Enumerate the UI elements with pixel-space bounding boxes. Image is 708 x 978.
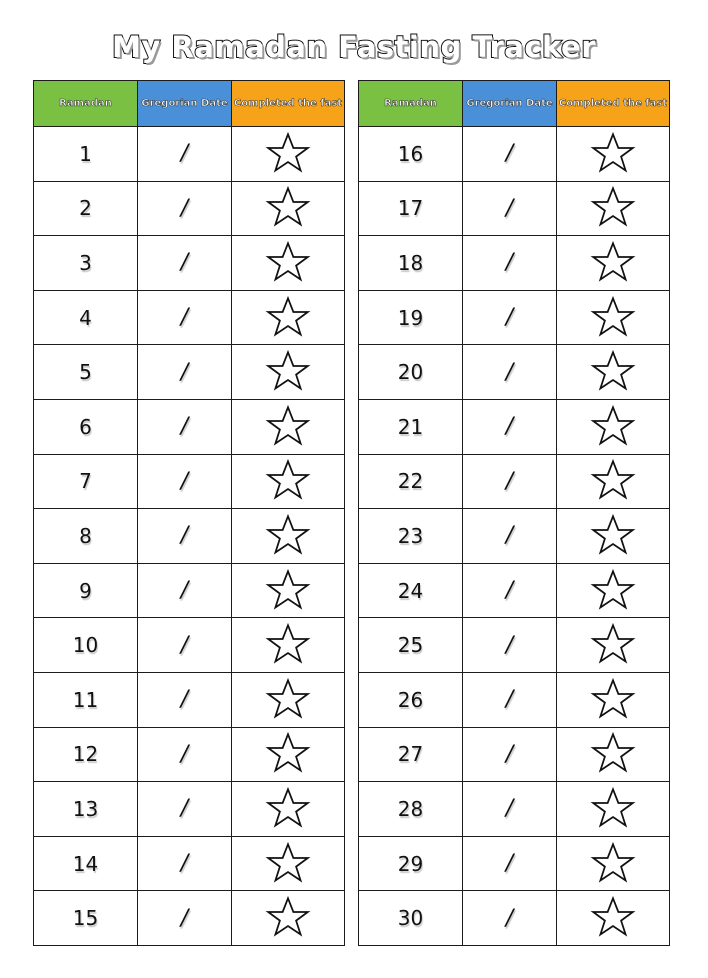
ramadan-day-cell xyxy=(34,836,138,891)
date-separator: / xyxy=(505,468,514,494)
completed-fast-cell[interactable] xyxy=(557,782,670,837)
completed-fast-cell[interactable] xyxy=(232,236,345,291)
ramadan-day-number: 12 xyxy=(72,742,99,767)
gregorian-date-cell[interactable] xyxy=(463,454,557,509)
gregorian-date-cell[interactable] xyxy=(138,563,232,618)
ramadan-day-cell xyxy=(34,891,138,946)
ramadan-day-cell xyxy=(34,727,138,782)
star-outline-icon[interactable] xyxy=(590,405,636,449)
table-row xyxy=(34,891,345,946)
gregorian-date-cell[interactable] xyxy=(138,454,232,509)
completed-fast-cell[interactable] xyxy=(232,836,345,891)
ramadan-day-cell xyxy=(359,127,463,182)
gregorian-date-cell[interactable] xyxy=(463,181,557,236)
star-outline-icon[interactable] xyxy=(590,459,636,503)
ramadan-day-cell xyxy=(359,891,463,946)
star-outline-icon[interactable] xyxy=(590,732,636,776)
gregorian-date-cell[interactable] xyxy=(463,399,557,454)
star-outline-icon[interactable] xyxy=(265,459,311,503)
completed-fast-cell[interactable] xyxy=(557,509,670,564)
ramadan-day-number: 25 xyxy=(397,633,424,658)
ramadan-day-cell xyxy=(359,345,463,400)
ramadan-day-number: 28 xyxy=(397,796,424,821)
ramadan-day-number: 11 xyxy=(72,687,99,712)
star-outline-icon[interactable] xyxy=(265,514,311,558)
ramadan-day-cell xyxy=(34,127,138,182)
tracker-table-left xyxy=(33,80,345,946)
gregorian-date-cell[interactable] xyxy=(138,399,232,454)
date-separator: / xyxy=(505,851,514,877)
completed-fast-cell[interactable] xyxy=(557,891,670,946)
completed-fast-cell[interactable] xyxy=(232,509,345,564)
table-header-row xyxy=(359,81,670,127)
completed-fast-cell[interactable] xyxy=(557,181,670,236)
star-outline-icon[interactable] xyxy=(590,514,636,558)
table-header-row xyxy=(34,81,345,127)
star-outline-icon[interactable] xyxy=(590,132,636,176)
table-row xyxy=(359,345,670,400)
completed-fast-cell[interactable] xyxy=(232,891,345,946)
ramadan-day-cell xyxy=(34,782,138,837)
ramadan-day-cell xyxy=(34,454,138,509)
star-outline-icon[interactable] xyxy=(265,842,311,886)
star-outline-icon[interactable] xyxy=(590,186,636,230)
ramadan-day-cell xyxy=(34,509,138,564)
gregorian-date-cell[interactable] xyxy=(138,672,232,727)
page-title: My Ramadan Fasting Tracker xyxy=(112,30,596,64)
date-separator: / xyxy=(180,414,189,440)
completed-fast-cell[interactable] xyxy=(557,618,670,673)
star-outline-icon[interactable] xyxy=(590,350,636,394)
ramadan-day-number: 1 xyxy=(79,141,92,166)
ramadan-day-number: 24 xyxy=(397,578,424,603)
table-body xyxy=(359,127,670,946)
completed-fast-cell[interactable] xyxy=(232,563,345,618)
date-separator: / xyxy=(505,796,514,822)
gregorian-date-cell[interactable] xyxy=(138,509,232,564)
table-row xyxy=(359,782,670,837)
completed-fast-cell[interactable] xyxy=(232,290,345,345)
ramadan-day-number: 17 xyxy=(397,196,424,221)
star-outline-icon[interactable] xyxy=(590,241,636,285)
table-row xyxy=(359,290,670,345)
completed-fast-column-header: Completed the fast xyxy=(557,81,670,127)
ramadan-day-number: 29 xyxy=(397,851,424,876)
table-row xyxy=(34,727,345,782)
table-row xyxy=(34,672,345,727)
ramadan-column-header: Ramadan xyxy=(359,81,463,127)
gregorian-date-cell[interactable] xyxy=(138,836,232,891)
completed-fast-cell[interactable] xyxy=(557,563,670,618)
ramadan-day-number: 8 xyxy=(79,523,92,548)
completed-fast-cell[interactable] xyxy=(557,727,670,782)
gregorian-date-column-header: Gregorian Date xyxy=(138,81,232,127)
completed-fast-cell[interactable] xyxy=(232,345,345,400)
table-row xyxy=(359,672,670,727)
date-separator: / xyxy=(180,632,189,658)
gregorian-date-cell[interactable] xyxy=(138,181,232,236)
ramadan-day-number: 7 xyxy=(79,469,92,494)
ramadan-day-cell xyxy=(359,618,463,673)
completed-fast-cell[interactable] xyxy=(232,727,345,782)
date-separator: / xyxy=(505,250,514,276)
table-row xyxy=(359,454,670,509)
date-separator: / xyxy=(505,523,514,549)
ramadan-day-number: 19 xyxy=(397,305,424,330)
date-separator: / xyxy=(180,851,189,877)
date-separator: / xyxy=(180,578,189,604)
star-outline-icon[interactable] xyxy=(265,732,311,776)
date-separator: / xyxy=(505,578,514,604)
table-row xyxy=(34,127,345,182)
gregorian-date-cell[interactable] xyxy=(463,236,557,291)
ramadan-day-number: 3 xyxy=(79,250,92,275)
ramadan-day-cell xyxy=(359,399,463,454)
date-separator: / xyxy=(180,905,189,931)
date-separator: / xyxy=(180,250,189,276)
table-row xyxy=(359,727,670,782)
table-row xyxy=(359,127,670,182)
ramadan-day-cell xyxy=(359,454,463,509)
date-separator: / xyxy=(180,305,189,331)
gregorian-date-column-header: Gregorian Date xyxy=(463,81,557,127)
star-outline-icon[interactable] xyxy=(265,350,311,394)
completed-fast-cell[interactable] xyxy=(232,782,345,837)
ramadan-day-cell xyxy=(34,236,138,291)
gregorian-date-cell[interactable] xyxy=(138,618,232,673)
completed-fast-cell[interactable] xyxy=(557,672,670,727)
table-row xyxy=(34,782,345,837)
ramadan-column-header: Ramadan xyxy=(34,81,138,127)
date-separator: / xyxy=(505,741,514,767)
date-separator: / xyxy=(180,796,189,822)
ramadan-day-number: 5 xyxy=(79,360,92,385)
star-outline-icon[interactable] xyxy=(265,241,311,285)
completed-fast-cell[interactable] xyxy=(557,290,670,345)
star-outline-icon[interactable] xyxy=(265,132,311,176)
date-separator: / xyxy=(505,141,514,167)
star-outline-icon[interactable] xyxy=(265,186,311,230)
date-separator: / xyxy=(505,195,514,221)
ramadan-day-cell xyxy=(34,399,138,454)
date-separator: / xyxy=(180,141,189,167)
table-row xyxy=(359,509,670,564)
table-row xyxy=(359,181,670,236)
gregorian-date-cell[interactable] xyxy=(463,127,557,182)
table-row xyxy=(34,618,345,673)
date-separator: / xyxy=(180,195,189,221)
date-separator: / xyxy=(505,632,514,658)
star-outline-icon[interactable] xyxy=(590,787,636,831)
gregorian-date-cell[interactable] xyxy=(138,127,232,182)
ramadan-day-cell xyxy=(359,290,463,345)
ramadan-day-cell xyxy=(34,563,138,618)
star-outline-icon[interactable] xyxy=(590,569,636,613)
gregorian-date-cell[interactable] xyxy=(138,891,232,946)
ramadan-day-number: 26 xyxy=(397,687,424,712)
date-separator: / xyxy=(505,305,514,331)
date-separator: / xyxy=(505,414,514,440)
table-row xyxy=(359,563,670,618)
ramadan-day-number: 16 xyxy=(397,141,424,166)
table-row xyxy=(34,345,345,400)
star-outline-icon[interactable] xyxy=(590,623,636,667)
gregorian-date-cell[interactable] xyxy=(463,836,557,891)
table-row xyxy=(34,836,345,891)
table-row xyxy=(359,618,670,673)
ramadan-day-cell xyxy=(359,672,463,727)
completed-fast-cell[interactable] xyxy=(232,618,345,673)
ramadan-day-cell xyxy=(34,345,138,400)
ramadan-day-number: 15 xyxy=(72,906,99,931)
table-row xyxy=(34,509,345,564)
star-outline-icon[interactable] xyxy=(590,678,636,722)
ramadan-day-cell xyxy=(34,618,138,673)
ramadan-day-cell xyxy=(359,181,463,236)
ramadan-day-cell xyxy=(359,236,463,291)
ramadan-day-number: 22 xyxy=(397,469,424,494)
ramadan-day-number: 23 xyxy=(397,523,424,548)
ramadan-day-number: 27 xyxy=(397,742,424,767)
completed-fast-cell[interactable] xyxy=(557,836,670,891)
completed-fast-cell[interactable] xyxy=(232,672,345,727)
ramadan-day-cell xyxy=(359,782,463,837)
star-outline-icon[interactable] xyxy=(265,896,311,940)
completed-fast-cell[interactable] xyxy=(232,127,345,182)
gregorian-date-cell[interactable] xyxy=(463,563,557,618)
ramadan-day-cell xyxy=(34,290,138,345)
gregorian-date-cell[interactable] xyxy=(463,345,557,400)
table-row xyxy=(359,399,670,454)
completed-fast-cell[interactable] xyxy=(232,454,345,509)
gregorian-date-cell[interactable] xyxy=(463,727,557,782)
ramadan-day-number: 13 xyxy=(72,796,99,821)
date-separator: / xyxy=(180,523,189,549)
gregorian-date-cell[interactable] xyxy=(138,727,232,782)
date-separator: / xyxy=(180,359,189,385)
gregorian-date-cell[interactable] xyxy=(463,891,557,946)
date-separator: / xyxy=(180,468,189,494)
completed-fast-column-header: Completed the fast xyxy=(232,81,345,127)
ramadan-day-number: 6 xyxy=(79,414,92,439)
star-outline-icon[interactable] xyxy=(590,296,636,340)
date-separator: / xyxy=(505,359,514,385)
ramadan-day-cell xyxy=(359,836,463,891)
ramadan-day-number: 18 xyxy=(397,250,424,275)
ramadan-day-number: 4 xyxy=(79,305,92,330)
table-row xyxy=(359,891,670,946)
ramadan-day-cell xyxy=(359,563,463,618)
completed-fast-cell[interactable] xyxy=(232,181,345,236)
ramadan-day-number: 21 xyxy=(397,414,424,439)
ramadan-day-number: 30 xyxy=(397,906,424,931)
date-separator: / xyxy=(180,741,189,767)
table-row xyxy=(359,836,670,891)
star-outline-icon[interactable] xyxy=(590,896,636,940)
ramadan-day-cell xyxy=(34,181,138,236)
ramadan-day-number: 10 xyxy=(72,633,99,658)
table-row xyxy=(34,290,345,345)
ramadan-day-cell xyxy=(359,509,463,564)
completed-fast-cell[interactable] xyxy=(557,236,670,291)
star-outline-icon[interactable] xyxy=(265,623,311,667)
gregorian-date-cell[interactable] xyxy=(138,236,232,291)
ramadan-day-number: 14 xyxy=(72,851,99,876)
table-row xyxy=(34,563,345,618)
ramadan-day-number: 20 xyxy=(397,360,424,385)
table-row xyxy=(34,454,345,509)
table-row xyxy=(34,236,345,291)
completed-fast-cell[interactable] xyxy=(557,127,670,182)
date-separator: / xyxy=(505,687,514,713)
gregorian-date-cell[interactable] xyxy=(138,782,232,837)
star-outline-icon[interactable] xyxy=(590,842,636,886)
completed-fast-cell[interactable] xyxy=(232,399,345,454)
ramadan-day-cell xyxy=(359,727,463,782)
ramadan-day-number: 9 xyxy=(79,578,92,603)
date-separator: / xyxy=(505,905,514,931)
star-outline-icon[interactable] xyxy=(265,296,311,340)
star-outline-icon[interactable] xyxy=(265,787,311,831)
gregorian-date-cell[interactable] xyxy=(463,672,557,727)
star-outline-icon[interactable] xyxy=(265,569,311,613)
gregorian-date-cell[interactable] xyxy=(463,618,557,673)
gregorian-date-cell[interactable] xyxy=(138,290,232,345)
table-row xyxy=(34,399,345,454)
star-outline-icon[interactable] xyxy=(265,678,311,722)
tracker-table-right xyxy=(358,80,670,946)
gregorian-date-cell[interactable] xyxy=(138,345,232,400)
completed-fast-cell[interactable] xyxy=(557,399,670,454)
gregorian-date-cell[interactable] xyxy=(463,782,557,837)
table-row xyxy=(359,236,670,291)
completed-fast-cell[interactable] xyxy=(557,454,670,509)
gregorian-date-cell[interactable] xyxy=(463,509,557,564)
ramadan-day-number: 2 xyxy=(79,196,92,221)
date-separator: / xyxy=(180,687,189,713)
ramadan-day-cell xyxy=(34,672,138,727)
star-outline-icon[interactable] xyxy=(265,405,311,449)
completed-fast-cell[interactable] xyxy=(557,345,670,400)
table-row xyxy=(34,181,345,236)
gregorian-date-cell[interactable] xyxy=(463,290,557,345)
table-body xyxy=(34,127,345,946)
